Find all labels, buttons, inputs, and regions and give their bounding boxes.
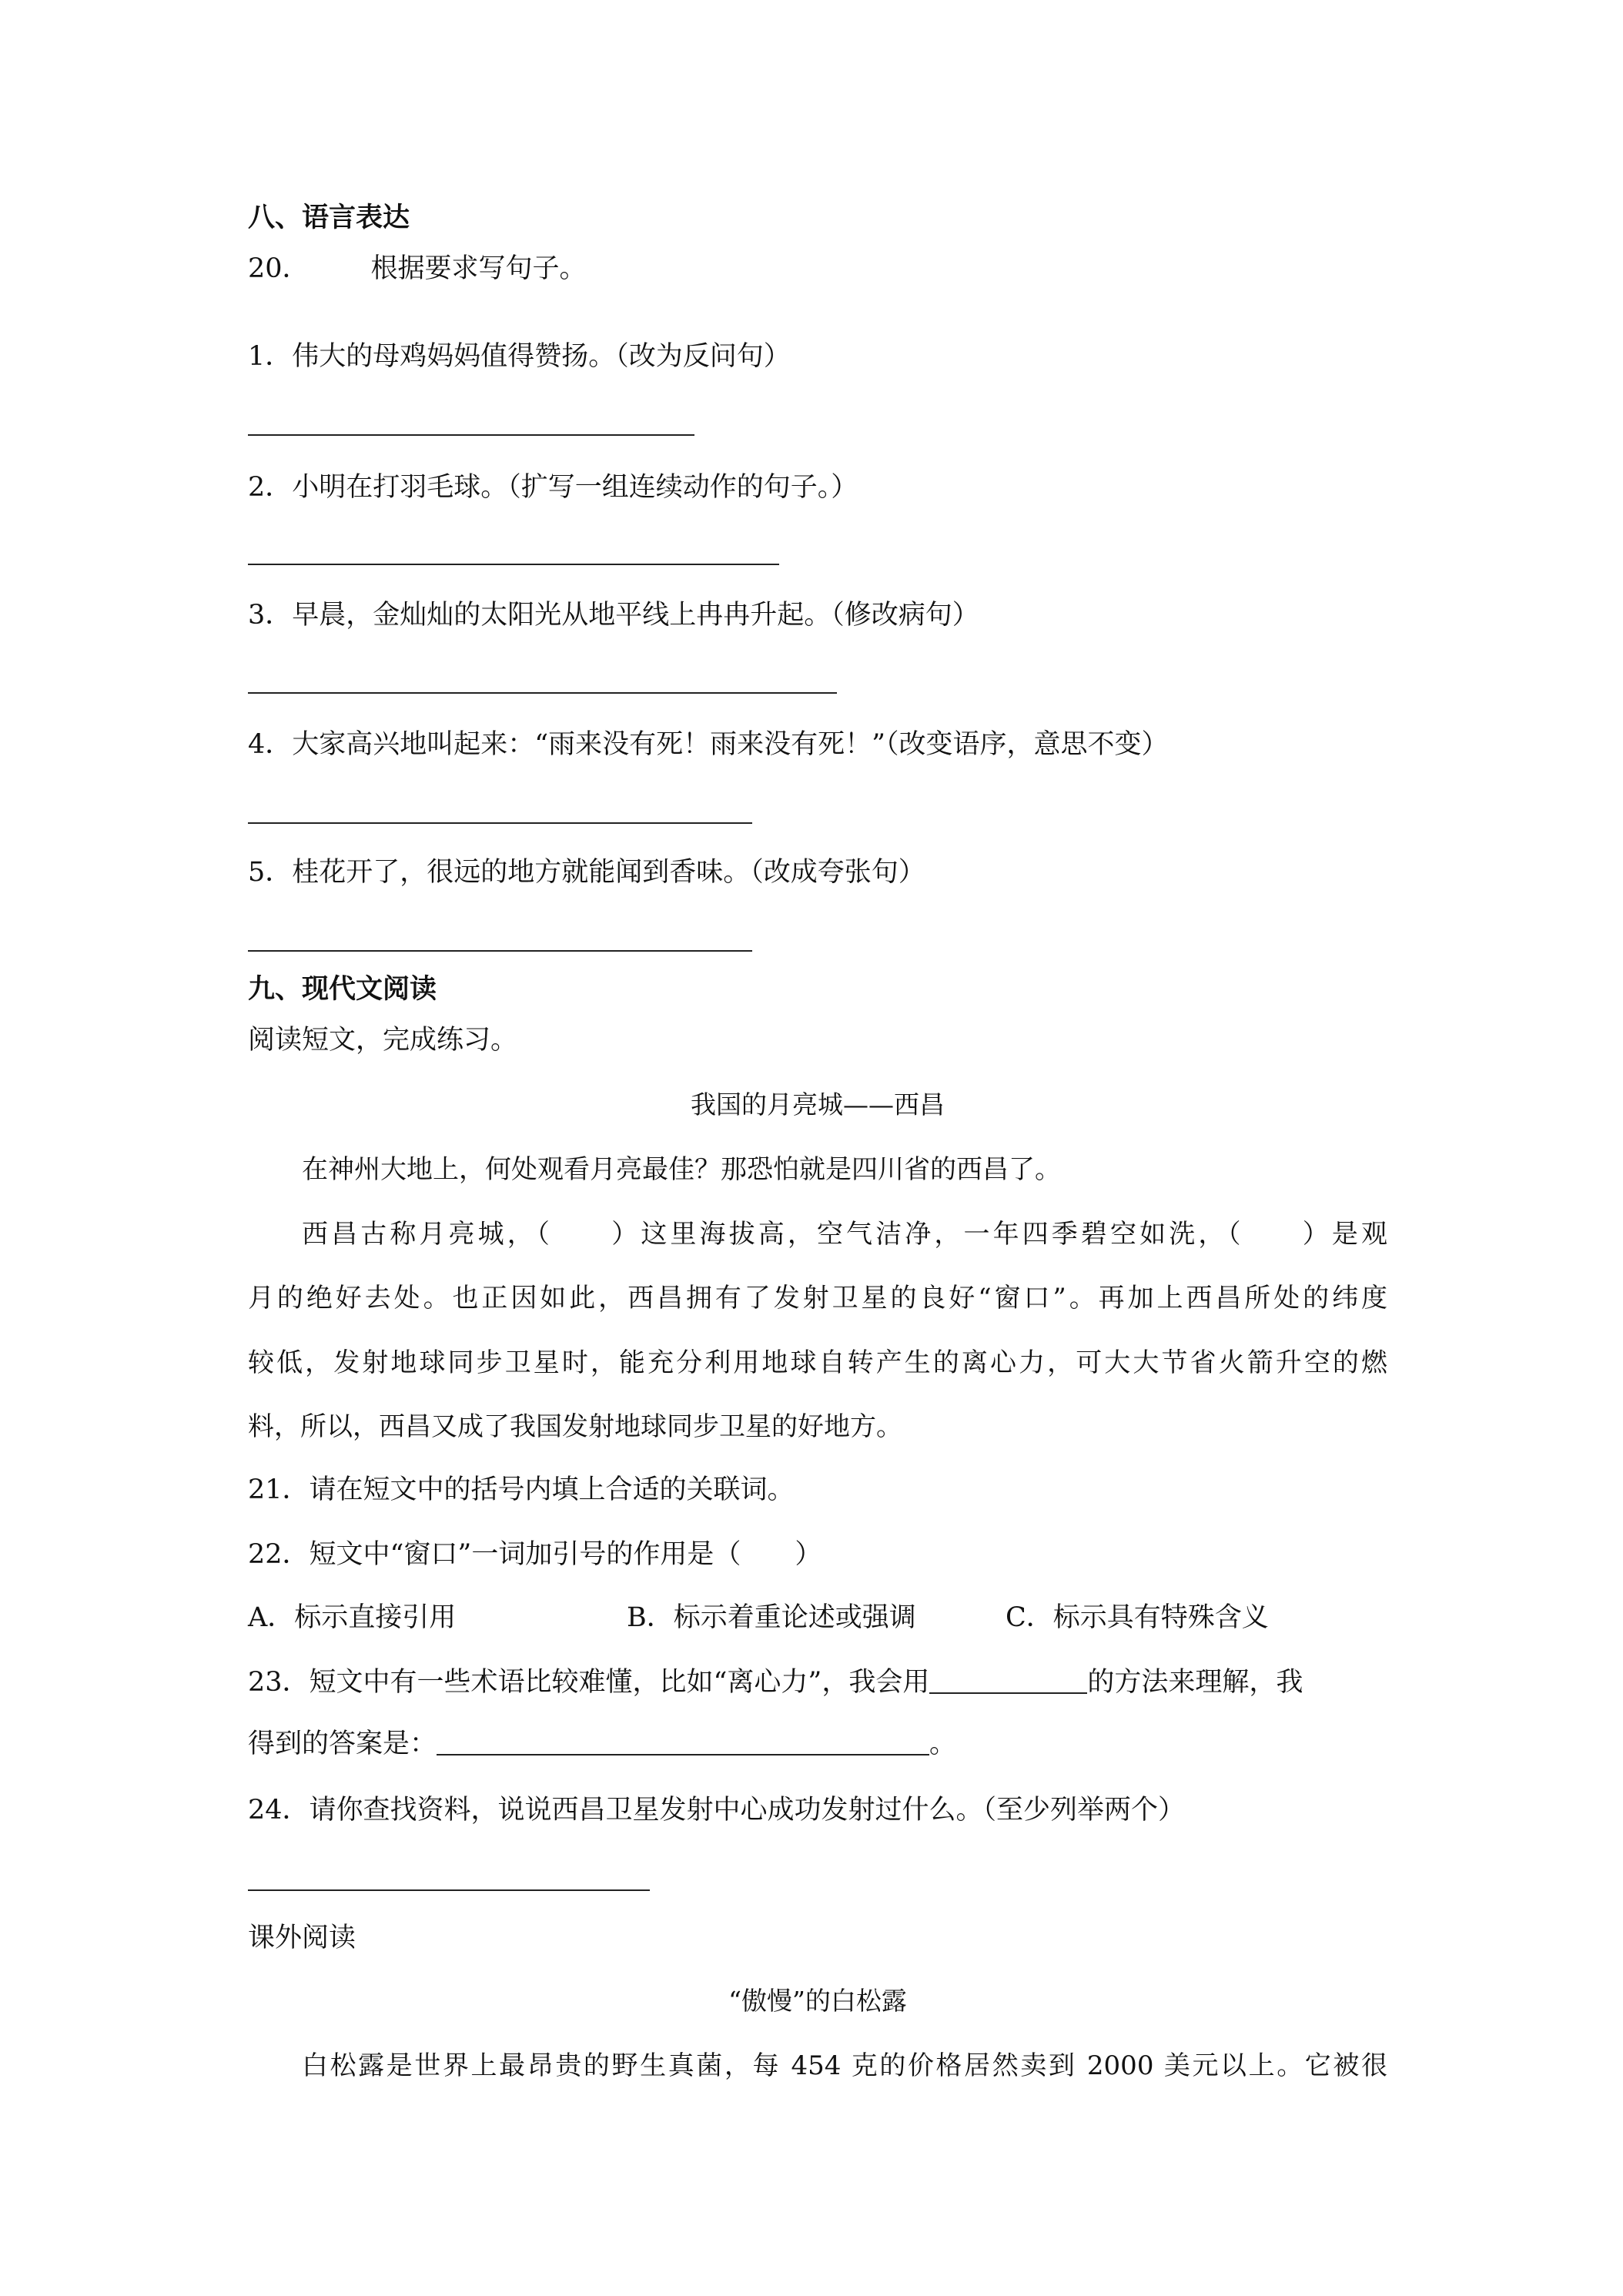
question-21: 21．请在短文中的括号内填上合适的关联词。 bbox=[248, 1474, 795, 1505]
question-20-number: 20． bbox=[248, 253, 310, 284]
question-23-blank-method[interactable] bbox=[929, 1666, 1087, 1694]
question-23-text-3: 得到的答案是： bbox=[248, 1729, 437, 1759]
passage-paragraph-2 bbox=[248, 1215, 1387, 1446]
item-5: 5．桂花开了，很远的地方就能闻到香味。（改成夸张句） bbox=[248, 857, 925, 888]
extra-reading-label: 课外阅读 bbox=[248, 1923, 356, 1953]
question-23-text-4: 。 bbox=[929, 1729, 957, 1759]
option-a[interactable]: A．标示直接引用 bbox=[248, 1602, 457, 1633]
section-8-heading: 八、语言表达 bbox=[248, 202, 410, 233]
answer-line-3[interactable] bbox=[248, 692, 837, 694]
reading-intro: 阅读短文，完成练习。 bbox=[248, 1025, 518, 1056]
paragraph-2-line-3: 较低，发射地球同步卫星时，能充分利用地球自转产生的离心力，可大大节省火箭升空的燃 bbox=[248, 1347, 1387, 1378]
paragraph-2-line-4: 料，所以，西昌又成了我国发射地球同步卫星的好地方。 bbox=[248, 1411, 902, 1442]
item-1: 1．伟大的母鸡妈妈值得赞扬。（改为反问句） bbox=[248, 341, 791, 372]
answer-line-1[interactable] bbox=[248, 434, 694, 436]
option-b[interactable]: B．标示着重论述或强调 bbox=[627, 1602, 916, 1633]
answer-line-4[interactable] bbox=[248, 822, 752, 824]
extra-reading-title: “傲慢”的白松露 bbox=[728, 1986, 907, 2016]
option-c[interactable]: C．标示具有特殊含义 bbox=[1006, 1602, 1269, 1633]
item-3: 3．早晨，金灿灿的太阳光从地平线上冉冉升起。（修改病句） bbox=[248, 600, 979, 631]
answer-line-24[interactable] bbox=[248, 1889, 650, 1891]
answer-line-5[interactable] bbox=[248, 950, 752, 952]
question-23-line-2 bbox=[248, 1725, 956, 1763]
section-9-heading: 九、现代文阅读 bbox=[248, 974, 437, 1005]
extra-paragraph-1-line-1: 白松露是世界上最昂贵的野生真菌，每 454 克的价格居然卖到 2000 美元以上。它被很 bbox=[302, 2050, 1387, 2081]
question-24: 24．请你查找资料，说说西昌卫星发射中心成功发射过什么。（至少列举两个） bbox=[248, 1795, 1186, 1826]
extra-reading-paragraph-1 bbox=[248, 2047, 1387, 2085]
question-22: 22．短文中“窗口”一词加引号的作用是（ ） bbox=[248, 1539, 822, 1570]
item-2: 2．小明在打羽毛球。（扩写一组连续动作的句子。） bbox=[248, 472, 858, 503]
question-23-line-1 bbox=[248, 1663, 1303, 1702]
answer-line-2[interactable] bbox=[248, 564, 779, 565]
question-23-text-2: 的方法来理解，我 bbox=[1087, 1667, 1303, 1698]
item-4: 4．大家高兴地叫起来：“雨来没有死！雨来没有死！”（改变语序，意思不变） bbox=[248, 729, 1169, 760]
question-23-blank-answer[interactable] bbox=[437, 1728, 929, 1755]
question-23-text-1: 23．短文中有一些术语比较难懂，比如“离心力”，我会用 bbox=[248, 1667, 930, 1698]
paragraph-2-line-1: 西昌古称月亮城，（ ）这里海拔高，空气洁净，一年四季碧空如洗，（ ）是观 bbox=[302, 1219, 1387, 1250]
question-20-text: 根据要求写句子。 bbox=[370, 253, 587, 284]
question-20 bbox=[248, 249, 587, 288]
passage-paragraph-1: 在神州大地上，何处观看月亮最佳？那恐怕就是四川省的西昌了。 bbox=[302, 1154, 1061, 1185]
passage-title: 我国的月亮城——西昌 bbox=[691, 1089, 945, 1120]
paragraph-2-line-2: 月的绝好去处。也正因如此，西昌拥有了发射卫星的良好“窗口”。再加上西昌所处的纬度 bbox=[248, 1283, 1387, 1314]
